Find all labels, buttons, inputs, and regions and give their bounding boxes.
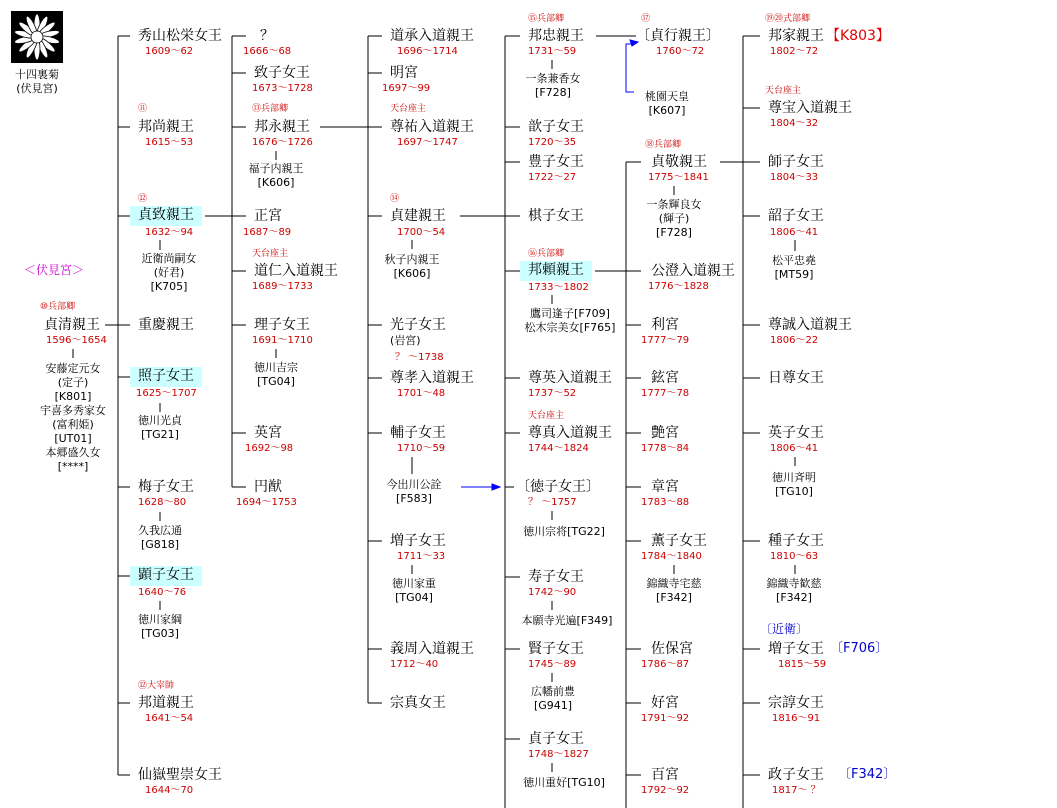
dates-chiko: 1673～1728 <box>252 83 313 94</box>
person-sadayuki[interactable]: 貞致親王 <box>130 206 202 226</box>
person-sonyu[interactable]: 尊祐入道親王 <box>390 119 474 135</box>
dates-kuninaga: 1676～1726 <box>252 137 313 148</box>
title-sadayuki: ⑫ <box>138 194 148 204</box>
dates-sengaku: 1644～70 <box>145 785 194 796</box>
title-sonpo: 天台座主 <box>765 86 802 96</box>
title-sonyu: 天台座主 <box>390 104 427 114</box>
spouses-masuko1: 徳川家重 [TG04] <box>392 577 436 604</box>
dates-hideyama: 1609～62 <box>145 46 194 57</box>
dates-sonyu: 1697～1747 <box>397 137 458 148</box>
spouses-kaoruko: 錦織寺宅慈 [F342] <box>646 577 702 604</box>
person-shoko[interactable]: 韶子女王 <box>768 208 824 224</box>
person-hanamiya[interactable]: 英宮 <box>254 425 282 441</box>
person-soshin[interactable]: 宗真女王 <box>390 695 446 711</box>
dates-iyoko: 1720～35 <box>528 137 577 148</box>
dates-sonsei: 1806～22 <box>770 335 819 346</box>
dates-sadayuki: 1632～94 <box>145 227 194 238</box>
person-hideko[interactable]: 英子女王 <box>768 425 824 441</box>
dates-kunitada: 1731～59 <box>528 46 577 57</box>
person-soei[interactable]: 尊英入道親王 <box>528 370 612 386</box>
person-kunitada[interactable]: 邦忠親王 <box>528 28 584 44</box>
dates-umeko: 1628～80 <box>138 497 187 508</box>
title-kunitada: ⑮兵部卿 <box>528 14 565 24</box>
person-kuniyori[interactable]: 邦頼親王 <box>520 261 592 281</box>
title-kuniyori: ⑯兵部卿 <box>528 249 565 259</box>
person-sonsei[interactable]: 尊誠入道親王 <box>768 317 852 333</box>
person-tsuyamiya[interactable]: 艶宮 <box>651 425 679 441</box>
person-mitsuko[interactable]: 光子女王 <box>390 317 446 333</box>
ref-kuniie[interactable]: 【K803】 <box>826 28 890 44</box>
dates-gishu: 1712～40 <box>390 659 439 670</box>
dates-sadayoshi: 1775～1841 <box>648 172 709 183</box>
spouses-sukeko: 今出川公詮 [F583] <box>386 478 442 505</box>
dates-shoko: 1806～41 <box>770 227 819 238</box>
ref-masuko2[interactable]: 〔F706〕 <box>830 641 889 656</box>
person-noriko[interactable]: 〔徳子女王〕 <box>516 479 600 495</box>
spouses-sadayuki: 近衛尚嗣女 (好君) [K705] <box>141 252 197 293</box>
person-kogemiya[interactable]: 鉉宮 <box>651 370 679 386</box>
spouses-sadatake: 秋子内親王 [K606] <box>384 253 440 280</box>
spouses-kuniyori: 鷹司逢子[F709] 松木宗美女[F765] <box>524 307 616 334</box>
dates-kogemiya: 1777～78 <box>641 388 690 399</box>
spouses-hideko: 徳川斉明 [TG10] <box>772 471 816 498</box>
person-soshin2[interactable]: 尊真入道親王 <box>528 425 612 441</box>
person-riko[interactable]: 理子女王 <box>254 317 310 333</box>
spouses-taneko: 錦織寺歓慈 [F342] <box>766 577 822 604</box>
dates-toshimiya: 1777～79 <box>641 335 690 346</box>
house-label: ＜伏見宮＞ <box>24 263 85 277</box>
dates-mitsuko: ？ ～1738 <box>395 352 444 363</box>
dates-akemiya: 1697～99 <box>382 83 431 94</box>
person-masako[interactable]: 政子女王 <box>768 767 824 783</box>
person-dounin[interactable]: 道仁入道親王 <box>254 263 338 279</box>
dates-riko: 1691～1710 <box>252 335 313 346</box>
dates-doushou: 1696～1714 <box>397 46 458 57</box>
spouses-kenko: 広幡前豊 [G941] <box>531 685 575 712</box>
person-kunimichi[interactable]: 邦道親王 <box>138 695 194 711</box>
spouses-sadamochi: 桃園天皇 [K607] <box>645 90 689 117</box>
title-sadayoshi: ⑱兵部卿 <box>645 140 682 150</box>
person-soshun[interactable]: 宗諄女王 <box>768 695 824 711</box>
dates-momomiya: 1792～92 <box>641 785 690 796</box>
title-sadamochi: ⑰ <box>641 14 651 24</box>
person-sadayoshi[interactable]: 貞敬親王 <box>651 154 707 170</box>
dates-kenko: 1745～89 <box>528 659 577 670</box>
person-teiko[interactable]: 貞子女王 <box>528 731 584 747</box>
dates-teruko: 1625～1707 <box>136 388 197 399</box>
dates-teiko: 1748～1827 <box>528 749 589 760</box>
person-hisako[interactable]: 寿子女王 <box>528 569 584 585</box>
dates-tsuyamiya: 1778～84 <box>641 443 690 454</box>
person-sahomiya[interactable]: 佐保宮 <box>651 641 693 657</box>
person-taneko[interactable]: 種子女王 <box>768 533 824 549</box>
ref-masako[interactable]: 〔F342〕 <box>838 767 897 782</box>
spouses-riko: 徳川吉宗 [TG04] <box>254 361 298 388</box>
spouses-akiko: 徳川家綱 [TG03] <box>138 613 182 640</box>
dates-hisako: 1742～90 <box>528 587 577 598</box>
person-masuko2[interactable]: 増子女王 <box>768 641 824 657</box>
person-chiko[interactable]: 致子女王 <box>254 65 310 81</box>
dates-akimiya: 1783～88 <box>641 497 690 508</box>
dates-kuniie: 1802～72 <box>770 46 819 57</box>
person-sonko[interactable]: 尊孝入道親王 <box>390 370 474 386</box>
dates-kuniyori: 1733～1802 <box>528 282 589 293</box>
person-toyoko[interactable]: 豊子女王 <box>528 154 584 170</box>
person-kaoruko[interactable]: 薫子女王 <box>651 533 707 549</box>
dates-moroko: 1804～33 <box>770 172 819 183</box>
dates-toyoko: 1722～27 <box>528 172 577 183</box>
person-kuniie[interactable]: 邦家親王 <box>768 28 824 44</box>
person-sonpo[interactable]: 尊宝入道親王 <box>768 100 852 116</box>
title-sadatake: ⑭ <box>390 194 400 204</box>
dates-soshin2: 1744～1824 <box>528 443 589 454</box>
dates-akiko: 1640～76 <box>138 587 187 598</box>
dates-sadakiyo: 1596～1654 <box>46 335 107 346</box>
dates-masako: 1817～ ？ <box>772 785 821 796</box>
person-masamiya[interactable]: 正宮 <box>254 208 282 224</box>
person-enyu[interactable]: 円猷 <box>254 479 282 495</box>
dates-kunihisa: 1615～53 <box>145 137 194 148</box>
person-gishu[interactable]: 義周入道親王 <box>390 641 474 657</box>
dates-sadamochi: 1760～72 <box>656 46 705 57</box>
spouses-kunitada: 一条兼香女 [F728] <box>525 72 581 99</box>
person-akemiya[interactable]: 明宮 <box>390 65 418 81</box>
spouses-shoko: 松平忠堯 [MT59] <box>772 254 816 281</box>
mitsuko-alias: (岩宮) <box>390 334 421 347</box>
person-yoshimiya[interactable]: 好宮 <box>651 695 679 711</box>
title-dounin: 天台座主 <box>252 249 289 259</box>
dates-sahomiya: 1786～87 <box>641 659 690 670</box>
title-kunihisa: ⑪ <box>138 104 148 114</box>
title-kuninaga: ⑬兵部卿 <box>252 104 289 114</box>
dates-kunimichi: 1641～54 <box>145 713 194 724</box>
person-moroko[interactable]: 師子女王 <box>768 154 824 170</box>
dates-taneko: 1810～63 <box>770 551 819 562</box>
person-umeko[interactable]: 梅子女王 <box>138 479 194 495</box>
spouses-umeko: 久我広通 [G818] <box>138 524 182 551</box>
spouses-teruko: 徳川光貞 [TG21] <box>138 414 182 441</box>
dates-enyu: 1694～1753 <box>236 497 297 508</box>
dates-kaoruko: 1784～1840 <box>641 551 702 562</box>
dates-dounin: 1689～1733 <box>252 281 313 292</box>
title-soshin2: 天台座主 <box>528 411 565 421</box>
dates-masamiya: 1687～89 <box>243 227 292 238</box>
title-kunimichi: ⑫大宰帥 <box>138 681 175 691</box>
dates-kocho: 1776～1828 <box>648 281 709 292</box>
dates-sonko: 1701～48 <box>397 388 446 399</box>
person-sadatake[interactable]: 貞建親王 <box>390 208 446 224</box>
dates-soei: 1737～52 <box>528 388 577 399</box>
dates-sonpo: 1804～32 <box>770 118 819 129</box>
dates-masuko1: 1711～33 <box>397 551 446 562</box>
person-hideyama[interactable]: 秀山松栄女王 <box>138 28 222 44</box>
person-iyoko[interactable]: 歆子女王 <box>528 119 584 135</box>
spouses-sadakiyo: 安藤定元女 (定子) [K801] 宇喜多秀家女 (富利姫) [UT01] 本郷盛久女 [****] <box>40 362 106 473</box>
title-sadakiyo: ⑩兵部卿 <box>40 302 76 312</box>
dates-yoshimiya: 1791～92 <box>641 713 690 724</box>
spouses-teiko: 徳川重好[TG10] <box>523 776 605 789</box>
person-sadakiyo[interactable]: 貞清親王 <box>44 317 100 333</box>
person-kenko[interactable]: 賢子女王 <box>528 641 584 657</box>
person-kocho[interactable]: 公澄入道親王 <box>651 263 735 279</box>
person-akiko[interactable]: 顕子女王 <box>130 566 202 586</box>
person-teruko[interactable]: 照子女王 <box>130 367 202 387</box>
spouses-sadayoshi: 一条輝良女 (輝子) [F728] <box>646 198 702 239</box>
dates-noriko: ？ ～1757 <box>528 497 577 508</box>
person-toshimiya[interactable]: 利宮 <box>651 317 679 333</box>
person-sengaku[interactable]: 仙嶽聖崇女王 <box>138 767 222 783</box>
person-momomiya[interactable]: 百宮 <box>651 767 679 783</box>
person-doushou[interactable]: 道承入道親王 <box>390 28 474 44</box>
konoe-label: 〔近衛〕 <box>760 622 809 636</box>
spouses-kuninaga: 福子内親王 [K606] <box>248 162 304 189</box>
spouses-hisako: 本願寺光遍[F349] <box>521 614 613 627</box>
person-shigeyoshi[interactable]: 重慶親王 <box>138 317 194 333</box>
person-akimiya[interactable]: 章宮 <box>651 479 679 495</box>
crest-label: 十四裏菊 (伏見宮) <box>15 68 59 95</box>
person-unknown[interactable]: ？ <box>260 28 274 44</box>
dates-sukeko: 1710～59 <box>397 443 446 454</box>
dates-hideko: 1806～41 <box>770 443 819 454</box>
person-kunihisa[interactable]: 邦尚親王 <box>138 119 194 135</box>
person-kiko[interactable]: 棋子女王 <box>528 208 584 224</box>
person-nisson[interactable]: 日尊女王 <box>768 370 824 386</box>
dates-hanamiya: 1692～98 <box>245 443 294 454</box>
title-kuniie: ⑲⑳式部卿 <box>765 14 811 24</box>
spouses-noriko: 徳川宗将[TG22] <box>523 525 605 538</box>
dates-masuko2: 1815～59 <box>778 659 827 670</box>
person-kuninaga[interactable]: 邦永親王 <box>254 119 310 135</box>
person-sadamochi[interactable]: 〔貞行親王〕 <box>636 28 720 44</box>
person-masuko1[interactable]: 増子女王 <box>390 533 446 549</box>
person-sukeko[interactable]: 輔子女王 <box>390 425 446 441</box>
dates-sadatake: 1700～54 <box>397 227 446 238</box>
dates-soshun: 1816～91 <box>772 713 821 724</box>
dates-unknown: 1666～68 <box>243 46 292 57</box>
